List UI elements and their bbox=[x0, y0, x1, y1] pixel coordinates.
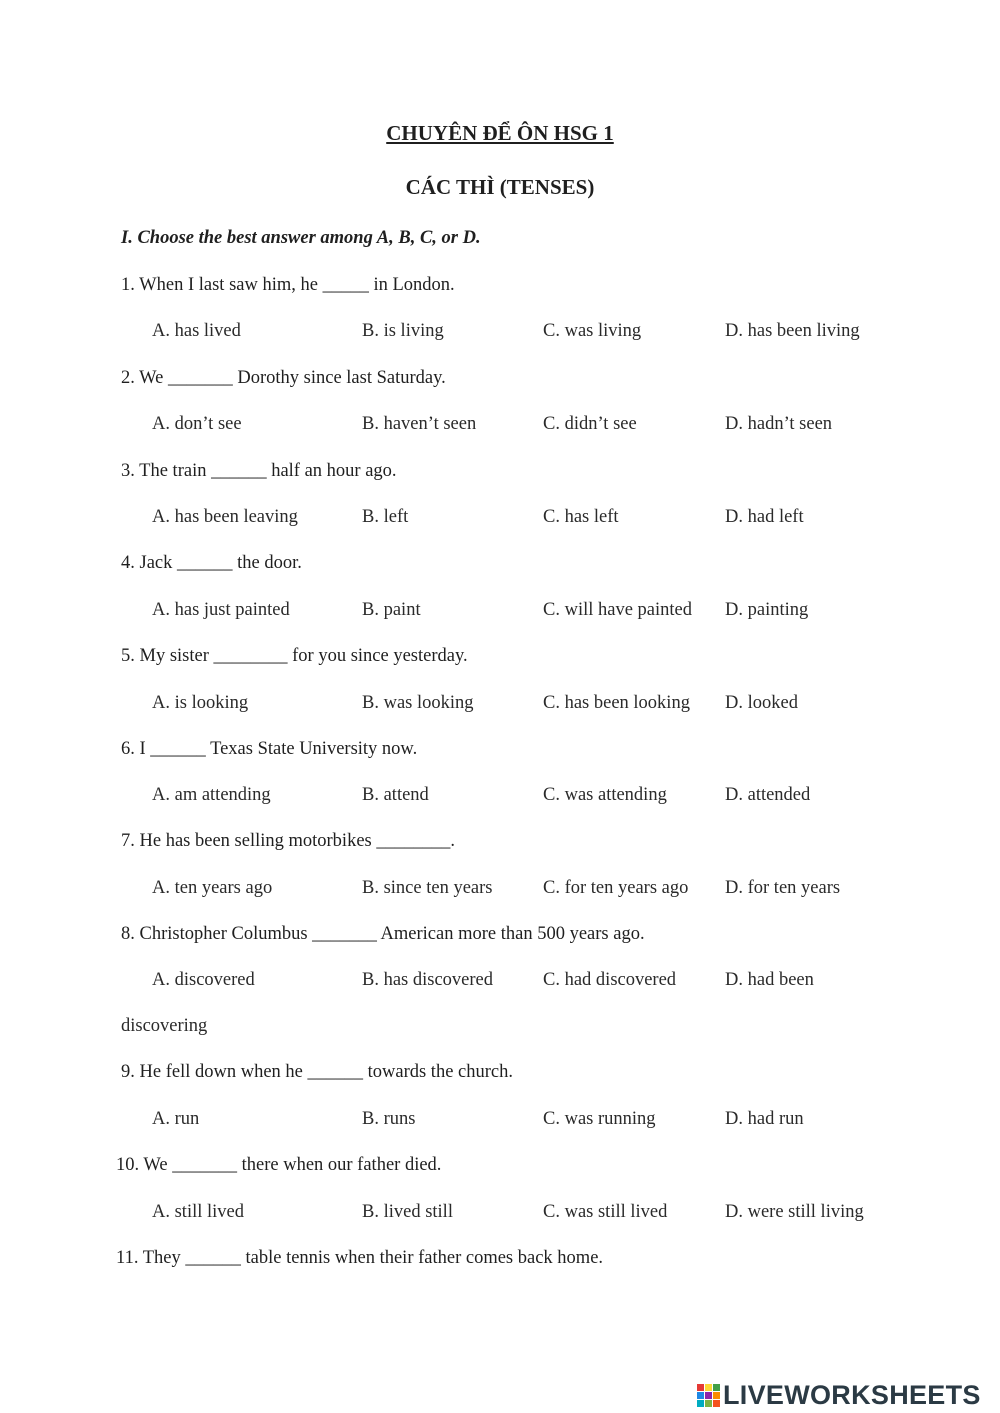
document-title: CHUYÊN ĐỂ ÔN HSG 1 bbox=[386, 121, 614, 145]
option-c[interactable]: C. didn’t see bbox=[543, 414, 637, 434]
option-d[interactable]: D. had left bbox=[725, 507, 804, 527]
option-c[interactable]: C. was still lived bbox=[543, 1202, 668, 1222]
option-a[interactable]: A. is looking bbox=[152, 693, 249, 713]
option-b[interactable]: B. was looking bbox=[362, 693, 474, 713]
logo-square bbox=[705, 1400, 712, 1407]
option-a[interactable]: A. still lived bbox=[152, 1202, 244, 1222]
question-stem: 11. They ______ table tennis when their father comes back home. bbox=[116, 1248, 604, 1268]
option-b[interactable]: B. haven’t seen bbox=[362, 414, 477, 434]
option-d[interactable]: D. attended bbox=[725, 785, 811, 805]
logo-square bbox=[713, 1400, 720, 1407]
logo-square bbox=[713, 1384, 720, 1391]
question-stem: 2. We _______ Dorothy since last Saturday. bbox=[121, 368, 446, 388]
logo-square bbox=[705, 1384, 712, 1391]
option-c[interactable]: C. for ten years ago bbox=[543, 878, 689, 898]
option-a[interactable]: A. has just painted bbox=[152, 600, 290, 620]
option-a[interactable]: A. discovered bbox=[152, 970, 255, 990]
question-stem: 4. Jack ______ the door. bbox=[121, 553, 302, 573]
option-d[interactable]: D. for ten years bbox=[725, 878, 841, 898]
option-d[interactable]: D. has been living bbox=[725, 321, 860, 341]
question-stem: 8. Christopher Columbus _______ American more than 500 years ago. bbox=[121, 924, 645, 944]
logo-square bbox=[697, 1392, 704, 1399]
logo-square bbox=[705, 1392, 712, 1399]
question-stem: 3. The train ______ half an hour ago. bbox=[121, 461, 397, 481]
option-b[interactable]: B. paint bbox=[362, 600, 421, 620]
option-b[interactable]: B. lived still bbox=[362, 1202, 453, 1222]
option-b[interactable]: B. has discovered bbox=[362, 970, 494, 990]
option-c[interactable]: C. was attending bbox=[543, 785, 667, 805]
question-stem: 6. I ______ Texas State University now. bbox=[121, 739, 418, 759]
option-c[interactable]: C. has left bbox=[543, 507, 619, 527]
option-b[interactable]: B. left bbox=[362, 507, 409, 527]
option-d[interactable]: D. were still living bbox=[725, 1202, 864, 1222]
question-stem: 7. He has been selling motorbikes ________. bbox=[121, 831, 455, 851]
option-b[interactable]: B. since ten years bbox=[362, 878, 493, 898]
option-a[interactable]: A. run bbox=[152, 1109, 200, 1129]
option-d[interactable]: D. had run bbox=[725, 1109, 804, 1129]
logo-grid-icon bbox=[697, 1384, 720, 1407]
document-subtitle: CÁC THÌ (TENSES) bbox=[405, 175, 595, 199]
section-instruction: I. Choose the best answer among A, B, C, or D. bbox=[121, 228, 481, 248]
question-stem: 1. When I last saw him, he _____ in London. bbox=[121, 275, 455, 295]
option-d[interactable]: D. hadn’t seen bbox=[725, 414, 833, 434]
option-c[interactable]: C. will have painted bbox=[543, 600, 692, 620]
option-d-continuation: discovering bbox=[121, 1016, 208, 1036]
question-stem: 5. My sister ________ for you since yesterday. bbox=[121, 646, 468, 666]
option-a[interactable]: A. don’t see bbox=[152, 414, 242, 434]
logo-square bbox=[713, 1392, 720, 1399]
logo-square bbox=[697, 1400, 704, 1407]
option-b[interactable]: B. attend bbox=[362, 785, 429, 805]
option-b[interactable]: B. runs bbox=[362, 1109, 416, 1129]
option-a[interactable]: A. has been leaving bbox=[152, 507, 298, 527]
option-c[interactable]: C. was running bbox=[543, 1109, 656, 1129]
logo-square bbox=[697, 1384, 704, 1391]
option-a[interactable]: A. has lived bbox=[152, 321, 241, 341]
option-d[interactable]: D. looked bbox=[725, 693, 798, 713]
question-stem: 10. We _______ there when our father died. bbox=[116, 1155, 442, 1175]
option-c[interactable]: C. was living bbox=[543, 321, 642, 341]
option-a[interactable]: A. ten years ago bbox=[152, 878, 273, 898]
logo-text: LIVEWORKSHEETS bbox=[723, 1379, 981, 1410]
option-d[interactable]: D. painting bbox=[725, 600, 809, 620]
option-c[interactable]: C. has been looking bbox=[543, 693, 690, 713]
liveworksheets-logo bbox=[697, 1378, 981, 1412]
option-b[interactable]: B. is living bbox=[362, 321, 444, 341]
option-d[interactable]: D. had been bbox=[725, 970, 814, 990]
question-stem: 9. He fell down when he ______ towards the church. bbox=[121, 1062, 513, 1082]
option-a[interactable]: A. am attending bbox=[152, 785, 271, 805]
option-c[interactable]: C. had discovered bbox=[543, 970, 677, 990]
